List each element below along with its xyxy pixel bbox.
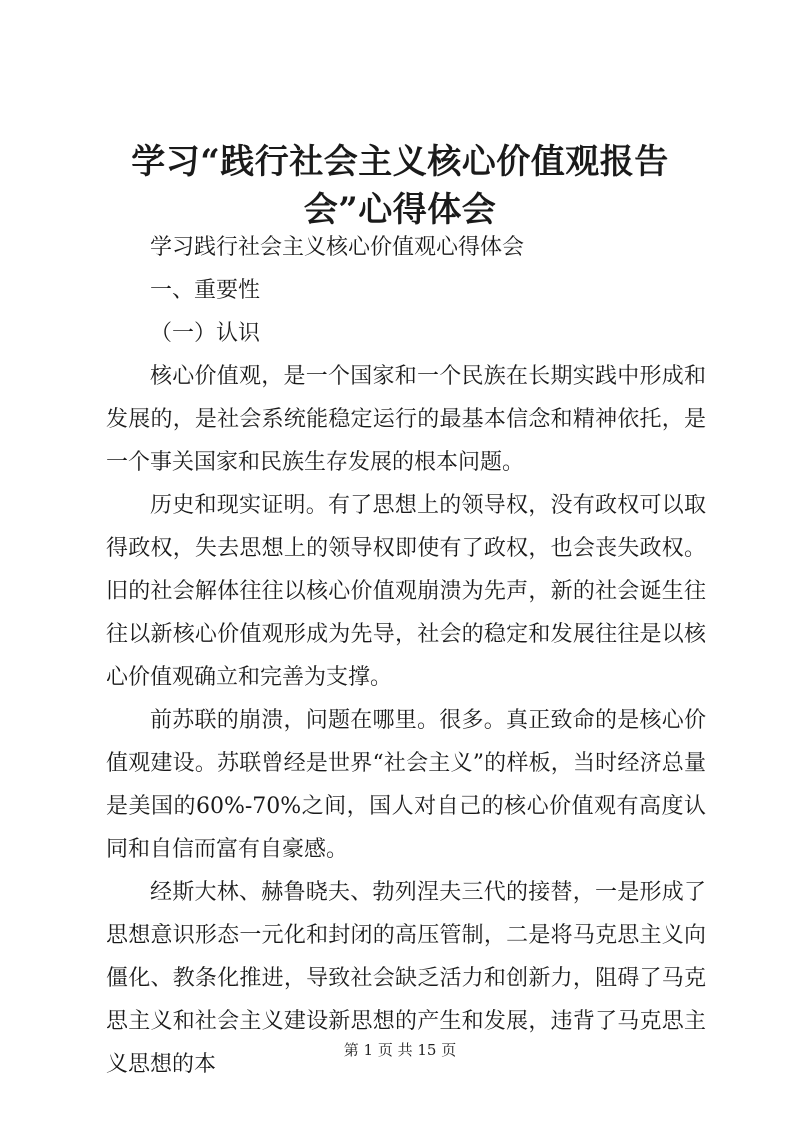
document-title: 学习“践行社会主义核心价值观报告会”心得体会 xyxy=(131,142,669,230)
body-paragraph: 历史和现实证明。有了思想上的领导权，没有政权可以取得政权，失去思想上的领导权即使有了政权，也会丧失政权。旧的社会解体往往以核心价值观崩溃为先声，新的社会诞生往往以新核心价值观形成为先导，社会的稳定和发展往往是以核心价值观确立和完善为支撑。 xyxy=(106,493,706,690)
document-body xyxy=(106,226,706,1086)
section-heading: 一、重要性 xyxy=(150,278,261,303)
body-paragraph: 核心价值观，是一个国家和一个民族在长期实践中形成和发展的，是社会系统能稳定运行的最基本信念和精神依托，是一个事关国家和民族生存发展的根本问题。 xyxy=(106,364,706,475)
body-paragraph: 前苏联的崩溃，问题在哪里。很多。真正致命的是核心价值观建设。苏联曾经是世界“社会主义”的样板，当时经济总量是美国的60%-70%之间，国人对自己的核心价值观有高度认同和自信而富有自豪感。 xyxy=(106,708,706,862)
subsection-heading: （一）认识 xyxy=(150,321,261,346)
page-footer xyxy=(0,1040,800,1060)
body-paragraph: 经斯大林、赫鲁晓夫、勃列涅夫三代的接替，一是形成了思想意识形态一元化和封闭的高压管制，二是将马克思主义向僵化、教条化推进，导致社会缺乏活力和创新力，阻碍了马克思主义和社会主义建设新思想的产生和发展，违背了马克思主义思想的本 xyxy=(106,880,706,1077)
subtitle-paragraph: 学习践行社会主义核心价值观心得体会 xyxy=(150,235,525,260)
page-number-label: 第 1 页 共 15 页 xyxy=(343,1041,457,1059)
